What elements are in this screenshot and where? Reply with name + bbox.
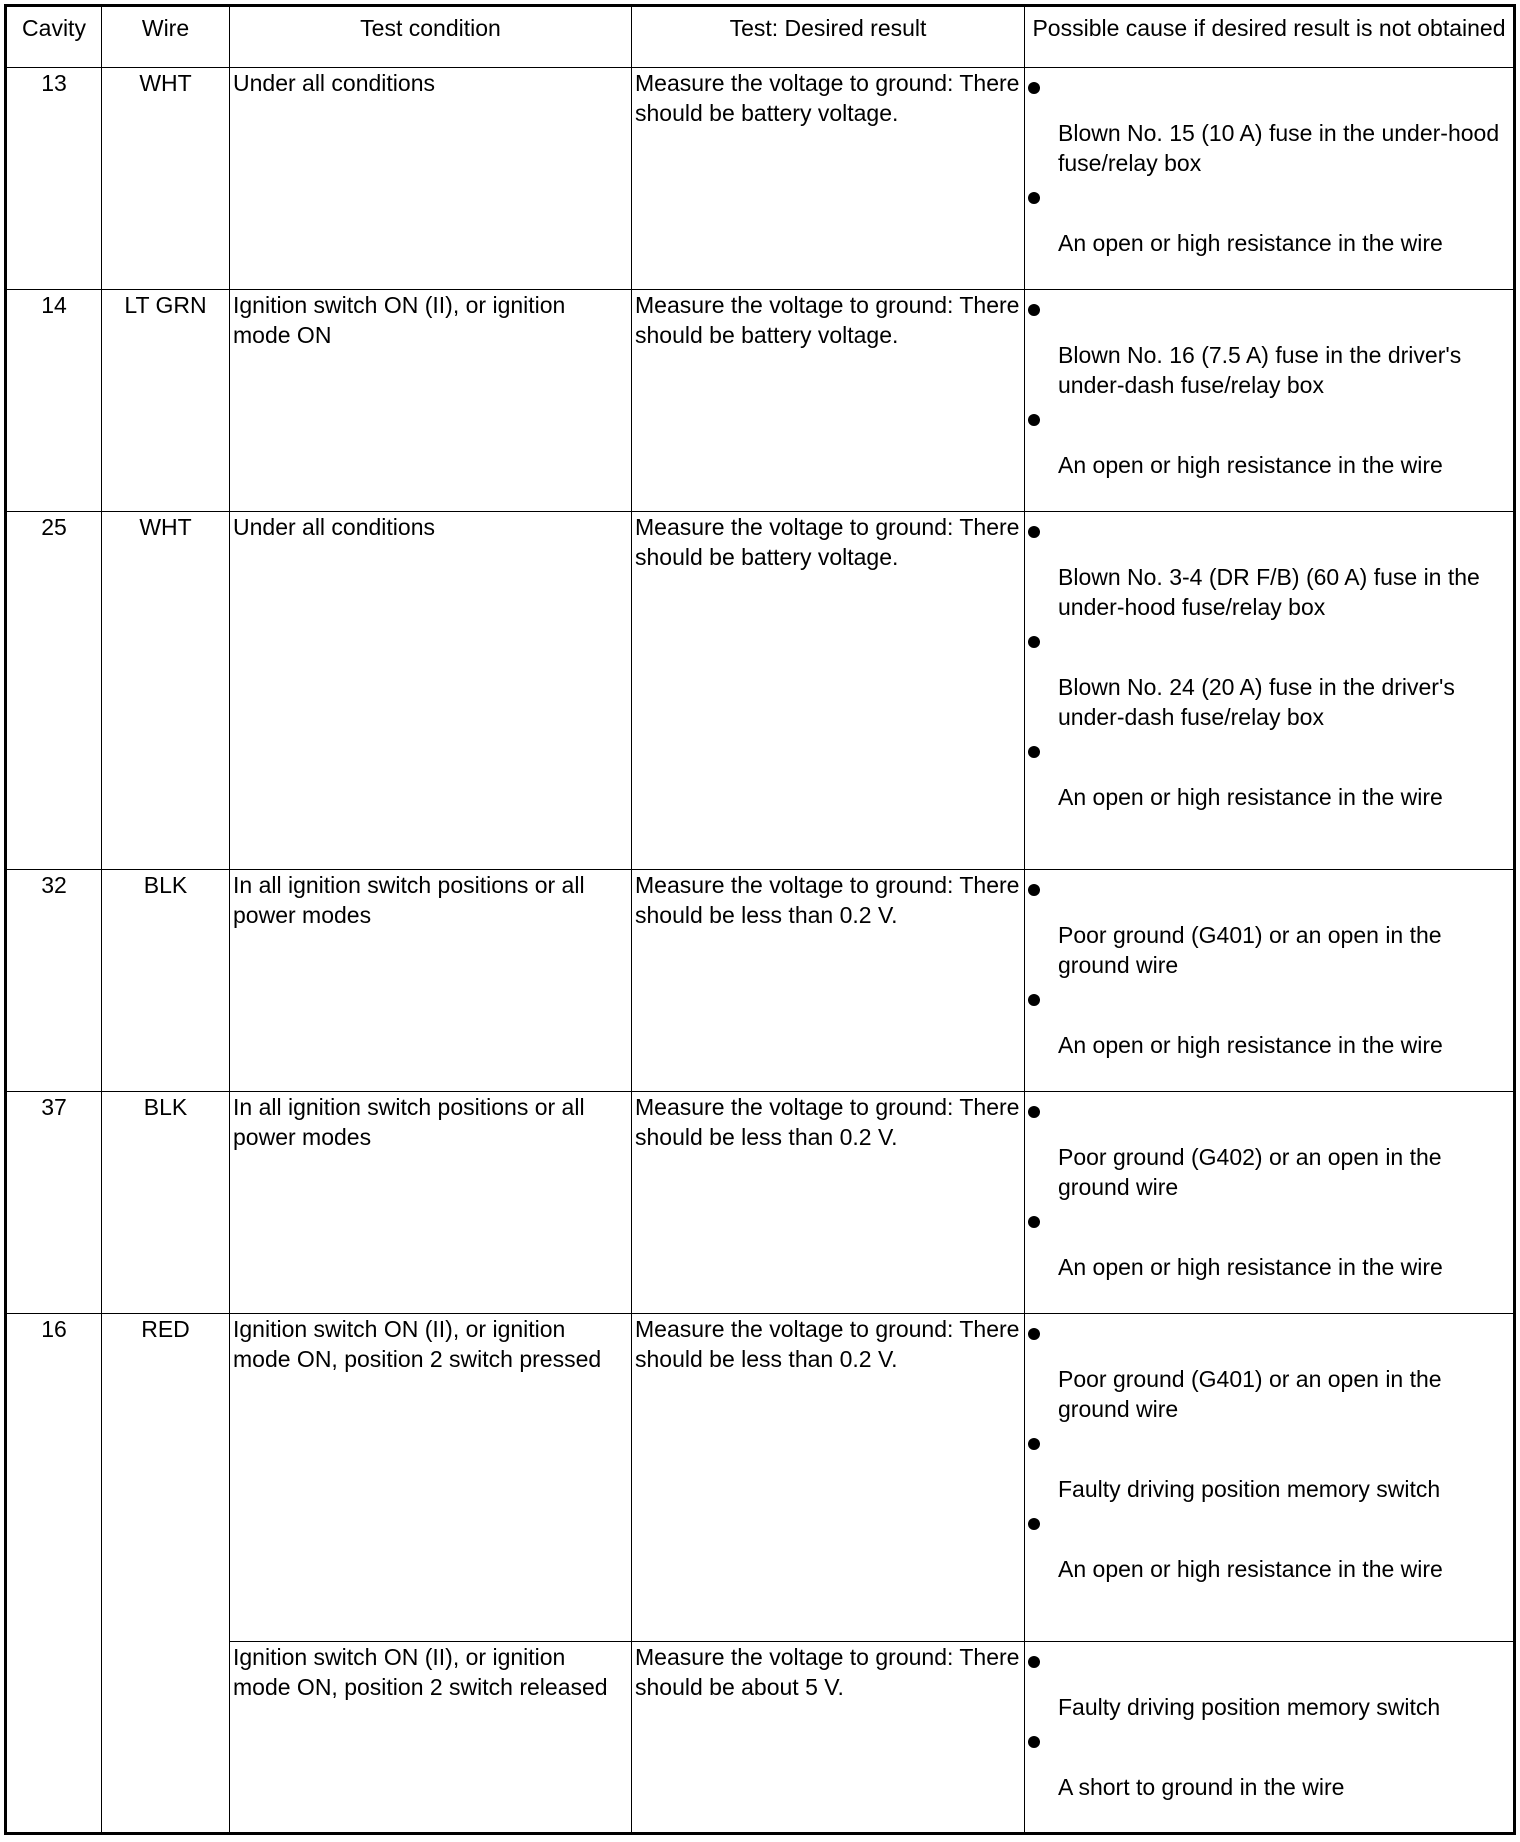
cause-cell xyxy=(1025,1314,1515,1642)
bullet-icon xyxy=(1028,1438,1040,1450)
result-cell: Measure the voltage to ground: There should be less than 0.2 V. xyxy=(632,870,1025,1092)
bullet-icon xyxy=(1028,304,1040,316)
result-cell: Measure the voltage to ground: There should be about 5 V. xyxy=(632,1642,1025,1834)
bullet-icon xyxy=(1028,1656,1040,1668)
terminal-test-table xyxy=(4,4,1516,1835)
wire-cell: WHT xyxy=(102,68,230,290)
header-desired-result: Test: Desired result xyxy=(632,6,1025,68)
cause-item: Blown No. 15 (10 A) fuse in the under-hood fuse/relay box xyxy=(1028,82,1510,178)
cause-item: An open or high resistance in the wire xyxy=(1028,192,1510,258)
cause-cell xyxy=(1025,1092,1515,1314)
cause-item: An open or high resistance in the wire xyxy=(1028,414,1510,480)
cavity-cell: 25 xyxy=(6,512,102,870)
bullet-icon xyxy=(1028,414,1040,426)
bullet-icon xyxy=(1028,994,1040,1006)
header-possible-cause: Possible cause if desired result is not obtained xyxy=(1025,6,1515,68)
cause-cell xyxy=(1025,1642,1515,1834)
table-row xyxy=(6,512,1515,870)
bullet-icon xyxy=(1028,192,1040,204)
cause-item: Faulty driving position memory switch xyxy=(1028,1656,1510,1722)
bullet-icon xyxy=(1028,1216,1040,1228)
bullet-icon xyxy=(1028,526,1040,538)
table-row xyxy=(6,1092,1515,1314)
result-cell: Measure the voltage to ground: There should be less than 0.2 V. xyxy=(632,1092,1025,1314)
table-row xyxy=(6,1642,1515,1834)
bullet-icon xyxy=(1028,1736,1040,1748)
cause-item: An open or high resistance in the wire xyxy=(1028,1518,1510,1584)
condition-cell: Ignition switch ON (II), or ignition mode ON, position 2 switch pressed xyxy=(230,1314,632,1642)
cause-item: Poor ground (G401) or an open in the ground wire xyxy=(1028,1328,1510,1424)
header-test-condition: Test condition xyxy=(230,6,632,68)
cause-cell xyxy=(1025,512,1515,870)
cause-item: A short to ground in the wire xyxy=(1028,1736,1510,1802)
header-row xyxy=(6,6,1515,68)
cause-item: Blown No. 3-4 (DR F/B) (60 A) fuse in the under-hood fuse/relay box xyxy=(1028,526,1510,622)
cavity-cell: 16 xyxy=(6,1314,102,1834)
bullet-icon xyxy=(1028,1106,1040,1118)
table-row xyxy=(6,870,1515,1092)
result-cell: Measure the voltage to ground: There should be battery voltage. xyxy=(632,68,1025,290)
wire-cell: WHT xyxy=(102,512,230,870)
condition-cell: Ignition switch ON (II), or ignition mode ON xyxy=(230,290,632,512)
table-row xyxy=(6,290,1515,512)
bullet-icon xyxy=(1028,1518,1040,1530)
header-wire: Wire xyxy=(102,6,230,68)
wire-cell: LT GRN xyxy=(102,290,230,512)
result-cell: Measure the voltage to ground: There should be battery voltage. xyxy=(632,290,1025,512)
condition-cell: Under all conditions xyxy=(230,512,632,870)
bullet-icon xyxy=(1028,884,1040,896)
cavity-cell: 32 xyxy=(6,870,102,1092)
cause-cell xyxy=(1025,870,1515,1092)
wire-cell: RED xyxy=(102,1314,230,1834)
bullet-icon xyxy=(1028,1328,1040,1340)
condition-cell: Ignition switch ON (II), or ignition mode ON, position 2 switch released xyxy=(230,1642,632,1834)
table-row xyxy=(6,1314,1515,1642)
cause-item: An open or high resistance in the wire xyxy=(1028,994,1510,1060)
cause-item: An open or high resistance in the wire xyxy=(1028,746,1510,812)
condition-cell: In all ignition switch positions or all power modes xyxy=(230,1092,632,1314)
cause-item: Poor ground (G401) or an open in the ground wire xyxy=(1028,884,1510,980)
wire-cell: BLK xyxy=(102,870,230,1092)
condition-cell: Under all conditions xyxy=(230,68,632,290)
cavity-cell: 14 xyxy=(6,290,102,512)
bullet-icon xyxy=(1028,82,1040,94)
cause-item: Faulty driving position memory switch xyxy=(1028,1438,1510,1504)
bullet-icon xyxy=(1028,746,1040,758)
bullet-icon xyxy=(1028,636,1040,648)
troubleshooting-sheet xyxy=(4,4,1513,1835)
table-row xyxy=(6,68,1515,290)
cause-cell xyxy=(1025,68,1515,290)
condition-cell: In all ignition switch positions or all power modes xyxy=(230,870,632,1092)
cause-item: Blown No. 24 (20 A) fuse in the driver's under-dash fuse/relay box xyxy=(1028,636,1510,732)
cause-item: Blown No. 16 (7.5 A) fuse in the driver's under-dash fuse/relay box xyxy=(1028,304,1510,400)
result-cell: Measure the voltage to ground: There should be battery voltage. xyxy=(632,512,1025,870)
header-cavity: Cavity xyxy=(6,6,102,68)
cause-cell xyxy=(1025,290,1515,512)
cavity-cell: 37 xyxy=(6,1092,102,1314)
cause-item: An open or high resistance in the wire xyxy=(1028,1216,1510,1282)
cause-item: Poor ground (G402) or an open in the ground wire xyxy=(1028,1106,1510,1202)
wire-cell: BLK xyxy=(102,1092,230,1314)
result-cell: Measure the voltage to ground: There should be less than 0.2 V. xyxy=(632,1314,1025,1642)
cavity-cell: 13 xyxy=(6,68,102,290)
